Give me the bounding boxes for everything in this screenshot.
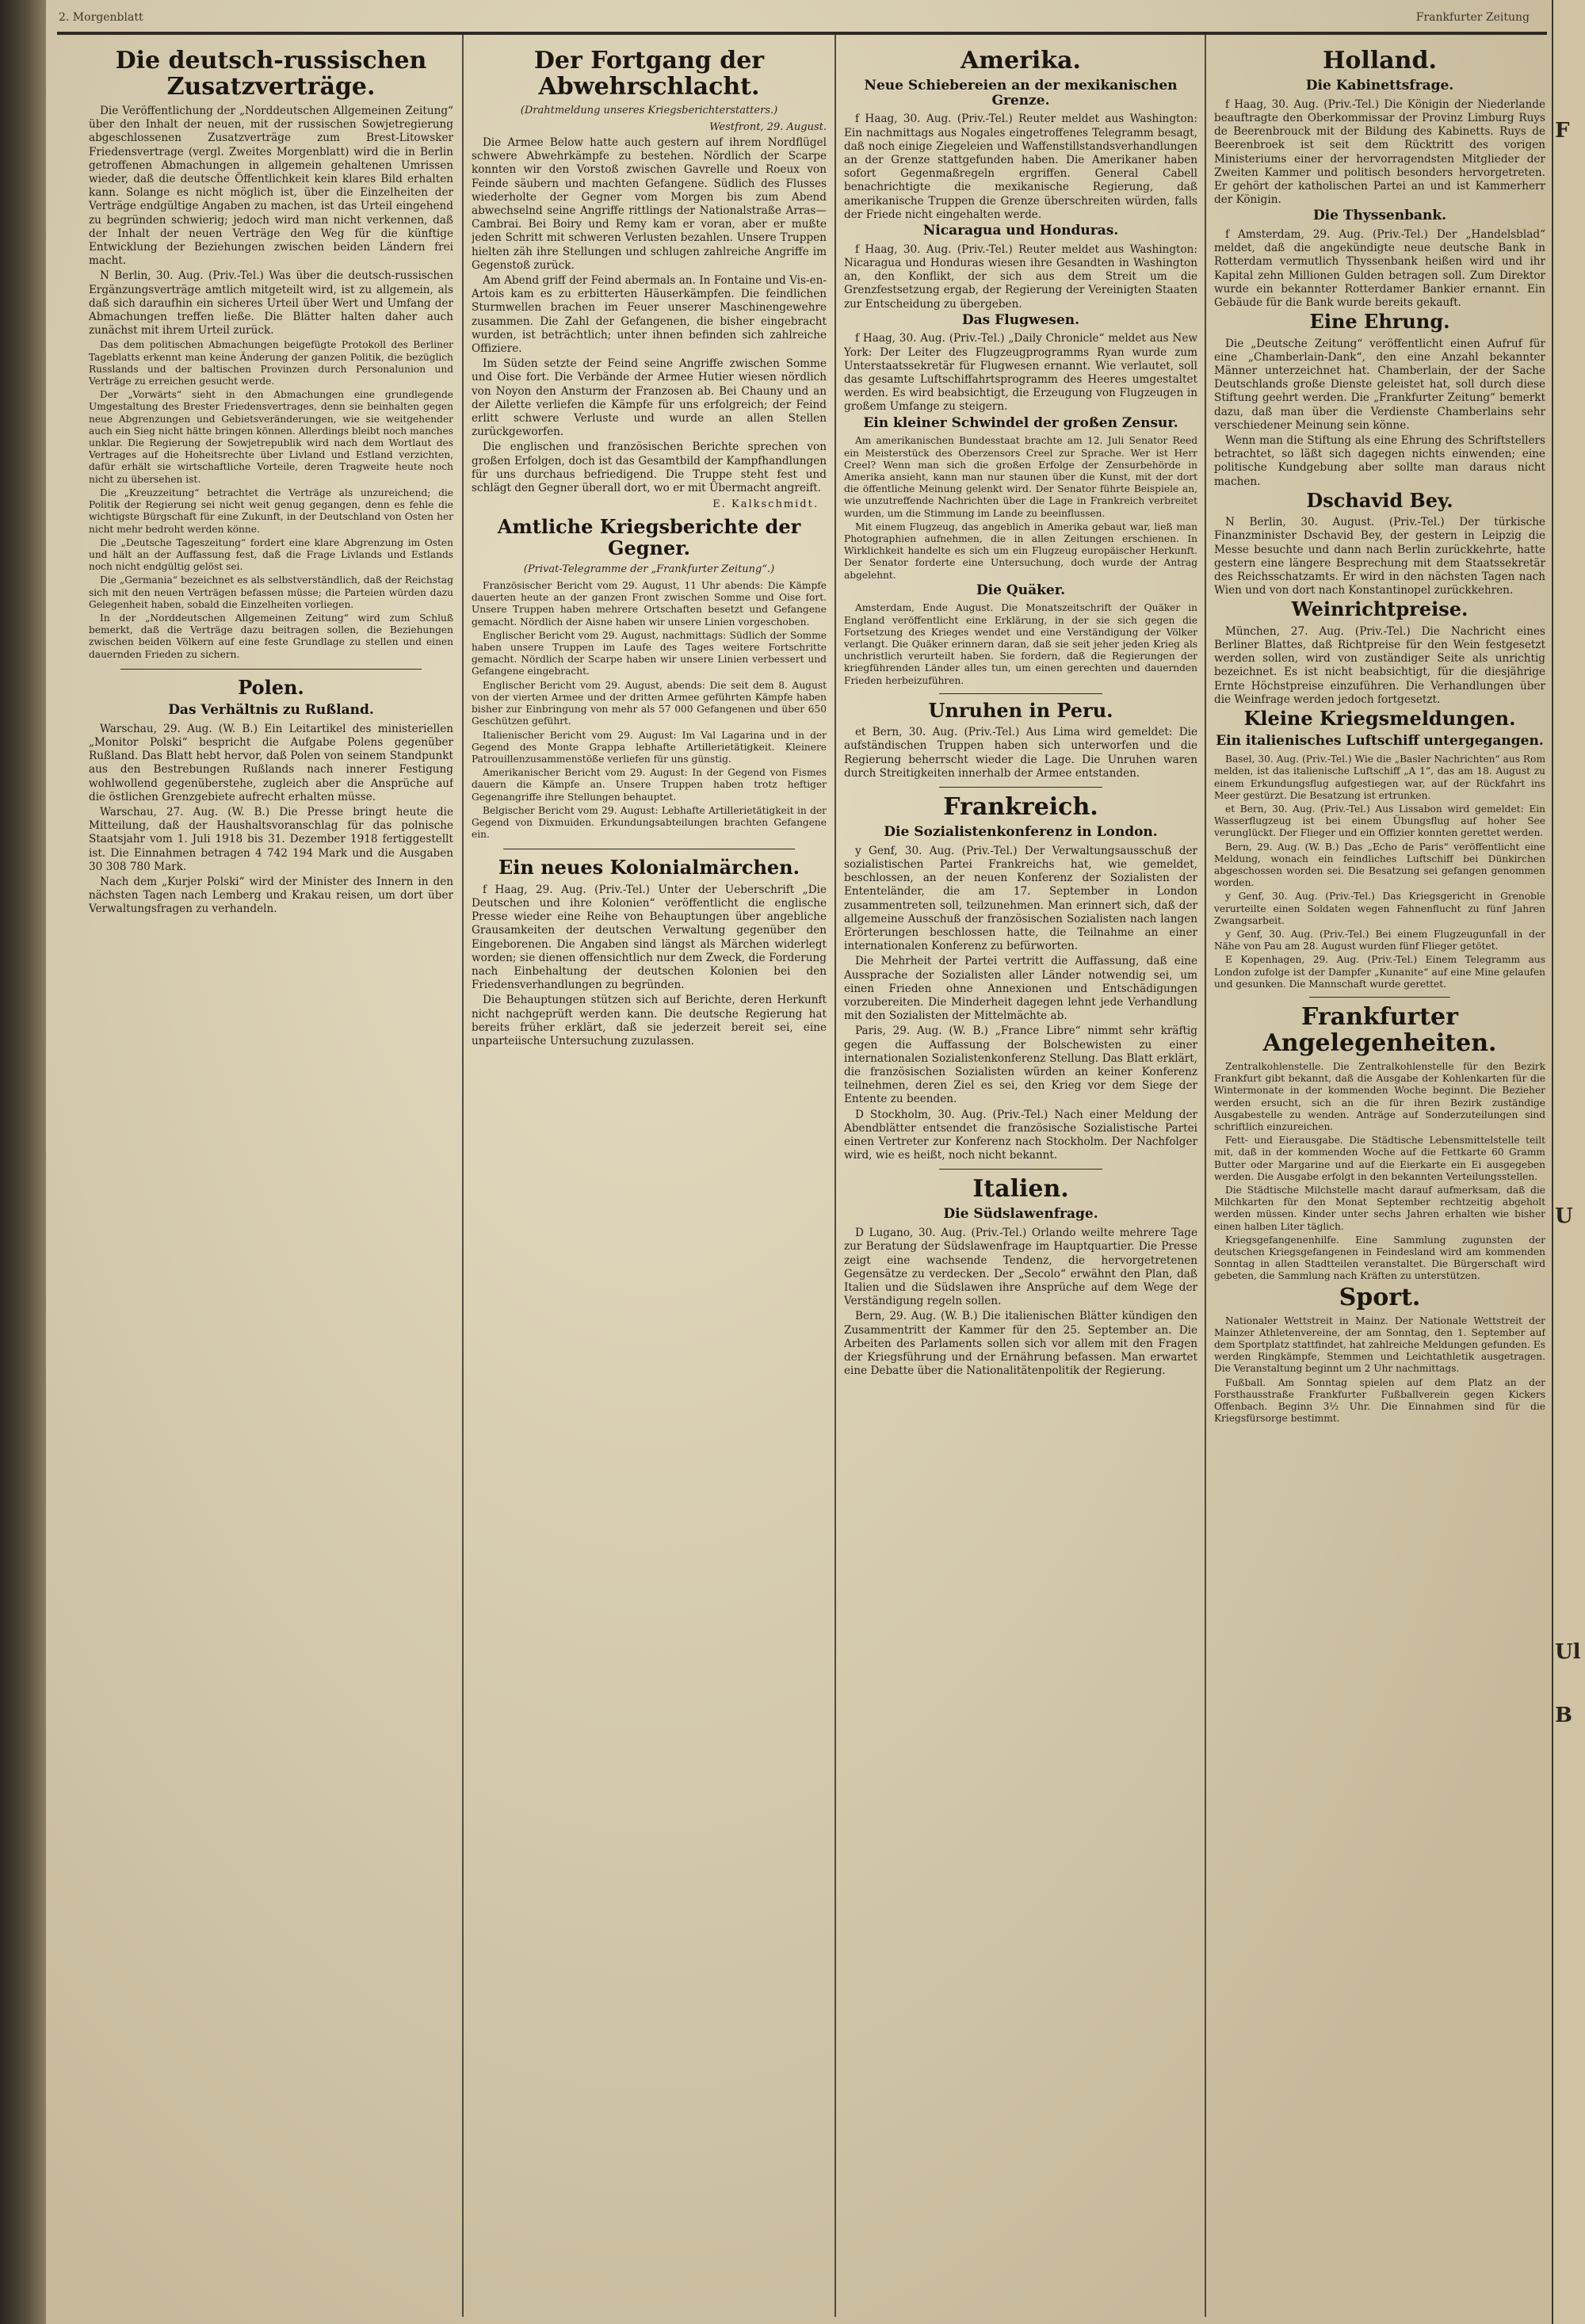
subhead-nicaragua: Nicaragua und Honduras. xyxy=(922,223,1119,239)
article-paragraph: Die Mehrheit der Partei vertritt die Auffassung, daß eine Aussprache der Sozialisten aller Länder notwendig sei, um einen Frieden ohne Annexionen und Entschädigungen vorzubereiten. Die Minderheit dagegen lehnt jede Verhandlung mit den Sozialisten der Mittelmächte ab. xyxy=(844,955,1197,1023)
subhead-thyssenbank: Die Thyssenbank. xyxy=(1312,208,1447,224)
article-paragraph: Fußball. Am Sonntag spielen auf dem Platz an der Forsthausstraße Frankfurter Fußballverein gegen Kickers Offenbach. Beginn 3½ Uhr. Die Einnahmen sind für die Kriegsfürsorge bestimmt. xyxy=(1214,1376,1545,1425)
section-divider xyxy=(939,693,1102,694)
subhead-censorship: Ein kleiner Schwindel der großen Zensur. xyxy=(863,414,1178,431)
column-4 xyxy=(1214,48,1545,2314)
adjacent-page-letter: Ul xyxy=(1555,1640,1581,1664)
headline-frankfurt-affairs: Frankfurter Angelegenheiten. xyxy=(1262,1003,1497,1057)
adjacent-page-letter: F xyxy=(1555,119,1570,143)
article-paragraph: D Lugano, 30. Aug. (Priv.-Tel.) Orlando weilte mehrere Tage zur Beratung der Südslawenfrage im Hauptquartier. Die Presse zeigt eine wachsende Tendenz, die hervorgetretenen Gegensätze zu verdecken. Der „Secolo“ erwähnt den Plan, daß Italien und die Südslawen ihre Ansprüche auf dem Wege der Verständigung regeln sollen. xyxy=(844,1227,1197,1308)
column-3 xyxy=(844,48,1197,2314)
article-paragraph: N Berlin, 30. August. (Priv.-Tel.) Der türkische Finanzminister Dschavid Bey, der gestern in Leipzig die Messe besuchte und dann nach Berlin zurückkehrte, hatte gestern eine längere Besprechung mit dem Staatssekretär des Reichsschatzamts. Er wird in den nächsten Tagen nach Wien und von dort nach Konstantinopel zurückkehren. xyxy=(1214,516,1545,597)
article-paragraph: Die Behauptungen stützen sich auf Berichte, deren Herkunft nicht nachgeprüft werden kann. Die deutsche Regierung hat bereits früher erklärt, daß sie jederzeit bereit sei, eine unparteiische Untersuchung zuzulassen. xyxy=(472,994,827,1048)
headline-enemy-reports: Amtliche Kriegsberichte der Gegner. xyxy=(497,515,801,559)
headline-america: Amerika. xyxy=(961,48,1081,74)
article-paragraph: Warschau, 29. Aug. (W. B.) Ein Leitartikel des ministeriellen „Monitor Polski“ bespricht die Aufgabe Polens gegenüber Rußland. Das Blatt hebt hervor, daß Polen von seinem Standpunkt aus den Bestrebungen Rußlands nach innerer Festigung wohlwollend gegenüberstehe, zugleich aber die Ansprüche auf die östlichen Grenzgebiete aufrecht erhalten müsse. xyxy=(89,722,453,803)
running-head-right: Frankfurter Zeitung xyxy=(1415,11,1530,24)
headline-war-notes: Kleine Kriegsmeldungen. xyxy=(1243,707,1516,731)
running-head-left: 2. Morgenblatt xyxy=(59,11,143,24)
article-paragraph: Die Veröffentlichung der „Norddeutschen Allgemeinen Zeitung“ über den Inhalt der neuen, mit der russischen Sowjetregierung abgeschlossenen Zusatzverträge zum Brest-Litowsker Friedensvertrage (vergl. Zweites Morgenblatt) wird die in Berlin getroffenen Abmachungen in allgemein gehaltenen Umrissen wieder, daß die deutsche Öffentlichkeit kein klares Bild erhalten kann. Solange es nicht möglich ist, über die Einzelheiten der Verträge endgültige Angaben zu machen, ist das Urteil eingehend zu begründen schwierig; jedoch wird man nicht verkennen, daß der Inhalt der neuen Verträge den Weg für die künftige Entwicklung der Beziehungen zwischen beiden Ländern frei macht. xyxy=(89,105,453,268)
subhead-socialists: Die Sozialistenkonferenz in London. xyxy=(884,824,1158,841)
headline-defensive-battle: Der Fortgang der Abwehrschlacht. xyxy=(533,48,765,101)
headline-sport: Sport. xyxy=(1339,1283,1421,1311)
section-divider xyxy=(939,787,1102,788)
headline-treaties: Die deutsch-russischen Zusatzverträge. xyxy=(115,48,427,101)
headline-honor: Eine Ehrung. xyxy=(1309,310,1450,334)
article-paragraph: Paris, 29. Aug. (W. B.) „France Libre“ nimmt sehr kräftig gegen die Auffassung der Bolschewisten zu einer internationalen Sozialistenkonferenz Stellung. Das Blatt erklärt, die französischen Sozialisten würden an keiner Konferenz teilnehmen, deren Ziel es sei, den Krieg vor dem Siege der Entente zu beenden. xyxy=(844,1025,1197,1106)
article-paragraph: Englischer Bericht vom 29. August, abends: Die seit dem 8. August von der vierten Armee und der dritten Armee geführten Kämpfe haben bisher zur Einbringung von mehr als 57 000 Gefangenen und über 650 Geschützen geführt. xyxy=(472,679,827,727)
article-paragraph: f Haag, 30. Aug. (Priv.-Tel.) Reuter meldet aus Washington: Nicaragua und Honduras wiesen ihre Gesandten in Washington an, den Konflikt, der sich aus dem Streit um die Grenzfestsetzung ergab, der Regierung der Vereinigten Staaten zur Entscheidung zu übergeben. xyxy=(844,242,1197,311)
article-paragraph: Italienischer Bericht vom 29. August: Im Val Lagarina und in der Gegend des Monte Grappa lebhafte Artillerietätigkeit. Kleinere Patrouillenzusammenstöße verliefen für uns günstig. xyxy=(472,729,827,765)
section-divider xyxy=(939,1169,1102,1170)
article-paragraph: Wenn man die Stiftung als eine Ehrung des Schriftstellers betrachtet, so läßt sich dagegen nichts einwenden; eine politische Kundgebung aber sollte man daraus nicht machen. xyxy=(1214,434,1545,488)
subhead-mexico: Neue Schiebereien an der mexikanischen Grenze. xyxy=(864,78,1178,109)
article-paragraph: y Genf, 30. Aug. (Priv.-Tel.) Bei einem Flugzeugunfall in der Nähe von Pau am 28. August wurden fünf Flieger getötet. xyxy=(1214,928,1545,952)
article-paragraph: In der „Norddeutschen Allgemeinen Zeitung“ wird zum Schluß bemerkt, daß die Verträge dazu beitragen sollen, die Beziehungen zwischen beiden Völkern auf eine feste Grundlage zu stellen und einen dauernden Frieden zu sichern. xyxy=(89,612,453,660)
subhead-southslav: Die Südslawenfrage. xyxy=(943,1206,1098,1223)
article-paragraph: E Kopenhagen, 29. Aug. (Priv.-Tel.) Einem Telegramm aus London zufolge ist der Dampfer „Kunanite“ auf eine Mine gelaufen und gesunken. Die Mannschaft wurde gerettet. xyxy=(1214,954,1545,990)
adjacent-page-letter: U xyxy=(1555,1204,1573,1228)
article-paragraph: Nach dem „Kurjer Polski“ wird der Minister des Innern in den nächsten Tagen nach Lemberg und Krakau reisen, um dort über Verwaltungsfragen zu verhandeln. xyxy=(89,876,453,916)
article-paragraph: et Bern, 30. Aug. (Priv.-Tel.) Aus Lima wird gemeldet: Die aufständischen Truppen haben sich unterworfen und die Regierung beherrscht wieder die Lage. Die Unruhen waren durch Streitigkeiten innerhalb der Armee entstanden. xyxy=(844,726,1197,780)
subhead-russia: Das Verhältnis zu Rußland. xyxy=(168,702,374,719)
subhead-aviation: Das Flugwesen. xyxy=(961,311,1080,328)
source-note: (Privat-Telegramme der „Frankfurter Zeitung“.) xyxy=(523,563,775,576)
book-binding xyxy=(0,0,46,2324)
headline-wine-prices: Weinrichtpreise. xyxy=(1291,597,1469,621)
article-paragraph: Die „Germania“ bezeichnet es als selbstverständlich, daß der Reichstag sich mit den neuen Verträgen befassen müsse; die Parteien würden dazu Gelegenheit haben, sobald die Einzelheiten vorliegen. xyxy=(89,574,453,610)
column-rule xyxy=(835,35,836,2317)
article-paragraph: Der „Vorwärts“ sieht in den Abmachungen eine grundlegende Umgestaltung des Brester Friedensvertrages, denn sie beinhalten gegen neue Abgrenzungen und Gebietsveränderungen, wie sie weitgehender auch ein Sieg nicht hätte bringen können. Allerdings bleibt noch manches unklar. Die Regierung der Sowjetrepublik wird nach dem Wortlaut des Vertrages auf die Hoheitsrechte über Livland und Estland verzichten, dafür erhält sie wirtschaftliche Vorteile, deren Tragweite heute noch nicht zu übersehen ist. xyxy=(89,389,453,485)
article-paragraph: f Haag, 30. Aug. (Priv.-Tel.) Reuter meldet aus Washington: Ein nachmittags aus Nogales eingetroffenes Telegramm besagt, daß noch einige Ziegeleien und Waffenstillstandsverhandlungen an der Grenze stattgefunden haben. Die Amerikaner haben sofort Gegenmaßregeln ergriffen. General Cabell benachrichtigte die mexikanische Regierung, daß amerikanische Truppen die Grenze überschreiten würden, falls der Friede nicht eingehalten werde. xyxy=(844,113,1197,221)
article-paragraph: Bern, 29. Aug. (W. B.) Das „Echo de Paris“ veröffentlicht eine Meldung, wonach ein feindliches Luftschiff bei Dünkirchen abgeschossen worden sei. Die Besatzung sei gefangen genommen worden. xyxy=(1214,841,1545,889)
article-paragraph: Die „Deutsche Zeitung“ veröffentlicht einen Aufruf für eine „Chamberlain-Dank“, den eine Anzahl bekannter Männer unterzeichnet hat. Chamberlain, der der Sache Deutschlands große Dienste geleistet hat, soll durch diese Stiftung geehrt werden. Die „Frankfurter Zeitung“ bemerkt dazu, daß man über die Verdienste Chamberlains sehr verschiedener Meinung sein könne. xyxy=(1214,337,1545,432)
article-paragraph: München, 27. Aug. (Priv.-Tel.) Die Nachricht eines Berliner Blattes, daß Richtpreise für den Wein festgesetzt werden sollen, wird von zuständiger Seite als unrichtig bezeichnet. Es ist nicht beabsichtigt, für die diesjährige Ernte Höchstpreise einzuführen. Die Verhandlungen über die Weinfrage werden jedoch fortgesetzt. xyxy=(1214,624,1545,706)
section-divider xyxy=(1309,997,1450,998)
subhead-quakers: Die Quäker. xyxy=(976,582,1066,598)
article-paragraph: Fett- und Eierausgabe. Die Städtische Lebensmittelstelle teilt mit, daß in der kommenden Woche auf die Fettkarte 60 Gramm Butter oder Margarine und auf die Eierkarte ein Ei ausgegeben werden. Die Ausgabe erfolgt in den bekannten Verteilungsstellen. xyxy=(1214,1135,1545,1182)
top-rule xyxy=(57,32,1547,35)
article-paragraph: D Stockholm, 30. Aug. (Priv.-Tel.) Nach einer Meldung der Abendblätter entsendet die französische Sozialistische Partei einen Vertreter zur Konferenz nach Stockholm. Der Nachfolger wird, wie es heißt, noch nicht bekannt. xyxy=(844,1108,1197,1162)
article-paragraph: Warschau, 27. Aug. (W. B.) Die Presse bringt heute die Mitteilung, daß der Haushaltsvoranschlag für das polnische Staatsjahr vom 1. Juli 1918 bis 31. Dezember 1918 fertiggestellt ist. Die Einnahmen betragen 4 742 194 Mark und die Ausgaben 30 308 780 Mark. xyxy=(89,806,453,873)
article-paragraph: Am Abend griff der Feind abermals an. In Fontaine und Vis-en-Artois kam es zu erbitterten Häuserkämpfen. Die feindlichen Sturmwellen brachen im Feuer unserer Maschinengewehre zusammen. Die Zahl der Gefangenen, die bisher eingebracht wurden, ist beträchtlich; unter ihnen befinden sich zahlreiche Offiziere. xyxy=(472,274,827,356)
running-head xyxy=(55,6,1537,30)
article-paragraph: f Amsterdam, 29. Aug. (Priv.-Tel.) Der „Handelsblad“ meldet, daß die angekündigte neue deutsche Bank in Rotterdam vermutlich Thyssenbank heißen wird und ihr Kapital zehn Millionen Gulden betragen soll. Zum Direktor wurde ein bekannter Rotterdamer Bankier ernannt. Ein Gebäude für die Bank wurde bereits gekauft. xyxy=(1214,228,1545,310)
headline-colonial: Ein neues Kolonialmärchen. xyxy=(498,856,800,880)
article-paragraph: Bern, 29. Aug. (W. B.) Die italienischen Blätter kündigen den Zusammentritt der Kammer für den 25. September an. Die Arbeiten des Parlaments sollen sich vor allem mit den Fragen der Kriegsführung und der Ernährung befassen. Man erwartet eine Debatte über die Nationalitätenpolitik der Regierung. xyxy=(844,1310,1197,1378)
article-paragraph: Mit einem Flugzeug, das angeblich in Amerika gebaut war, ließ man Photographien aufnehmen, die in allen Zeitungen erschienen. In Wirklichkeit handelte es sich um ein Flugzeug europäischer Herkunft. Der Senator forderte eine Untersuchung, doch wurde der Antrag abgelehnt. xyxy=(844,521,1197,581)
article-paragraph: Die Städtische Milchstelle macht darauf aufmerksam, daß die Milchkarten für den Monat September rechtzeitig abgeholt werden müssen. Kinder unter sechs Jahren erhalten wie bisher einen halben Liter täglich. xyxy=(1214,1185,1545,1232)
article-paragraph: y Genf, 30. Aug. (Priv.-Tel.) Der Verwaltungsausschuß der sozialistischen Partei Frankreichs hat, wie gemeldet, beschlossen, an der neuen Konferenz der Sozialisten der Ententeländer, die am 17. September in London zusammentreten soll, teilzunehmen. Man erinnert sich, daß der allgemeine Ausschuß der französischen Sozialisten nach langen Erörterungen beschlossen hatte, die Teilnahme an einer internationalen Konferenz zu befürworten. xyxy=(844,844,1197,953)
article-paragraph: Die englischen und französischen Berichte sprechen von großen Erfolgen, doch ist das Gesamtbild der Kampfhandlungen für uns durchaus befriedigend. Die Truppe steht fest und schlägt den Gegner überall dort, wo er mit Übermacht angreift. xyxy=(472,441,827,495)
adjacent-page-edge xyxy=(1552,0,1585,2324)
column-1 xyxy=(89,48,453,2314)
author-signature: E. Kalkschmidt. xyxy=(712,498,819,511)
adjacent-page-letter: B xyxy=(1555,1704,1572,1727)
article-paragraph: Die „Deutsche Tageszeitung“ fordert eine klare Abgrenzung im Osten und hält an der Auffassung fest, daß die Frage Livlands und Estlands noch nicht endgültig gelöst sei. xyxy=(89,536,453,573)
article-paragraph: y Genf, 30. Aug. (Priv.-Tel.) Das Kriegsgericht in Grenoble verurteilte einen Soldaten wegen Fahnenflucht zu fünf Jahren Zwangsarbeit. xyxy=(1214,891,1545,926)
article-paragraph: Kriegsgefangenenhilfe. Eine Sammlung zugunsten der deutschen Kriegsgefangenen in Feindesland wird am kommenden Sonntag in allen Stadtteilen veranstaltet. Die Bürgerschaft wird gebeten, die Sammlung nach Kräften zu unterstützen. xyxy=(1214,1234,1545,1282)
subhead-airship: Ein italienisches Luftschiff untergegangen. xyxy=(1216,733,1544,750)
source-note: (Drahtmeldung unseres Kriegsberichterstatters.) xyxy=(520,105,778,116)
article-paragraph: Zentralkohlenstelle. Die Zentralkohlenstelle für den Bezirk Frankfurt gibt bekannt, daß die Ausgabe der Kohlenkarten für die Wintermonate in der kommenden Woche beginnt. Die Bezieher werden ersucht, sich an die für ihren Bezirk zuständige Ausgabestelle zu wenden. Anträge auf Sonderzuteilungen sind schriftlich einzureichen. xyxy=(1214,1061,1545,1133)
article-paragraph: Französischer Bericht vom 29. August, 11 Uhr abends: Die Kämpfe dauerten heute an der ganzen Front zwischen Somme und Oise fort. Unsere Truppen haben mehrere Ortschaften besetzt und Gefangene gemacht. Nördlich der Aisne haben wir unsere Linien vorgeschoben. xyxy=(472,580,827,628)
column-rule xyxy=(1205,35,1206,2317)
article-paragraph: N Berlin, 30. Aug. (Priv.-Tel.) Was über die deutsch-russischen Ergänzungsverträge amtlich mitgeteilt wird, ist zu allgemein, als daß sich daraufhin ein sicheres Urteil über Wert und Umfang der Abmachungen treffen ließe. Die Blätter halten daher auch zunächst mit ihrem Urteil zurück. xyxy=(89,269,453,338)
column-2 xyxy=(472,48,827,2314)
headline-italy: Italien. xyxy=(972,1175,1069,1204)
section-divider xyxy=(120,669,422,670)
article-paragraph: Amsterdam, Ende August. Die Monatszeitschrift der Quäker in England veröffentlicht eine Erklärung, in der sie sich gegen die Fortsetzung des Krieges wendet und eine Verständigung der Völker verlangt. Die Quäker erinnern daran, daß sie seit jeher jeden Krieg als unchristlich verurteilt haben. Sie fordern, daß die Regierungen der kriegführenden Länder alles tun, um einen gerechten und dauernden Frieden herbeizuführen. xyxy=(844,602,1197,686)
article-paragraph: f Haag, 30. Aug. (Priv.-Tel.) „Daily Chronicle“ meldet aus New York: Der Leiter des Flugzeugprogramms Ryan wurde zum Unterstaatssekretär für Flugwesen ernannt. Wie verlautet, soll das gesamte Luftschiffahrtsprogramm des Heeres umgestaltet werden. Es wird beabsichtigt, die Erzeugung von Flugzeugen in großem Umfange zu steigern. xyxy=(844,332,1197,414)
article-paragraph: et Bern, 30. Aug. (Priv.-Tel.) Aus Lissabon wird gemeldet: Ein Wasserflugzeug ist bei einem Übungsflug auf hoher See verunglückt. Der Flieger und ein Offizier konnten gerettet werden. xyxy=(1214,803,1545,839)
article-paragraph: Basel, 30. Aug. (Priv.-Tel.) Wie die „Basler Nachrichten“ aus Rom melden, ist das italienische Luftschiff „A 1“, das am 18. August zu einem Erkundungsflug aufgestiegen war, auf der Rückfahrt ins Meer gestürzt. Die Besatzung ist ertrunken. xyxy=(1214,754,1545,801)
headline-poland: Polen. xyxy=(238,675,304,699)
article-paragraph: Nationaler Wettstreit in Mainz. Der Nationale Wettstreit der Mainzer Athletenvereine, der am Sonntag, den 1. September auf dem Sportplatz stattfindet, hat zahlreiche Meldungen gefunden. Es werden Ringkämpfe, Stemmen und Leichtathletik ausgetragen. Die Veranstaltung beginnt um 2 Uhr nachmittags. xyxy=(1214,1315,1545,1375)
article-paragraph: Belgischer Bericht vom 29. August: Lebhafte Artillerietätigkeit in der Gegend von Dixmuiden. Erkundungsabteilungen brachten Gefangene ein. xyxy=(472,804,827,841)
column-rule xyxy=(462,35,464,2317)
dateline: Westfront, 29. August. xyxy=(709,121,827,133)
article-paragraph: Englischer Bericht vom 29. August, nachmittags: Südlich der Somme haben unsere Truppen im Laufe des Tages weitere Fortschritte gemacht. Nördlich der Scarpe haben wir unsere Linien verbessert und Gefangene eingebracht. xyxy=(472,629,827,677)
article-paragraph: f Haag, 30. Aug. (Priv.-Tel.) Die Königin der Niederlande beauftragte den Oberkommissar der Provinz Limburg Ruys de Beerenbrouck mit der Bildung des Kabinetts. Ruys de Beerenbroek ist seit dem Rücktritt des vorigen Ministeriums einer der hervorragendsten Mitglieder der Zweiten Kammer und politisch besonders hervorgetreten. Er gehört der katholischen Partei an und ist Kammerherr der Königin. xyxy=(1214,97,1545,207)
article-paragraph: Am amerikanischen Bundesstaat brachte am 12. Juli Senator Reed ein Meisterstück des Oberzensors Creel zur Sprache. Wer ist Herr Creel? Wenn man sich die großen Erfolge der Zensurbehörde in Amerika ansieht, kann man nur staunen über die Kunst, mit der dort die öffentliche Meinung gelenkt wird. Der Senator führte Beispiele an, wie unzutreffende Nachrichten über die Lage in Frankreich verbreitet wurden, um die Stimmung im Lande zu beeinflussen. xyxy=(844,435,1197,519)
headline-holland: Holland. xyxy=(1323,48,1437,74)
headline-djavid-bey: Dschavid Bey. xyxy=(1306,488,1453,512)
headline-france: Frankreich. xyxy=(943,793,1098,822)
article-paragraph: Die „Kreuzzeitung“ betrachtet die Verträge als unzureichend; die Politik der Regierung sei nicht weit genug gegangen, denn es fehle die wichtigste Bürgschaft für eine Zukunft, in der Deutschland von Osten her nicht mehr bedroht werden könne. xyxy=(89,487,453,535)
subhead-cabinet: Die Kabinettsfrage. xyxy=(1305,78,1454,93)
article-paragraph: Die Armee Below hatte auch gestern auf ihrem Nordflügel schwere Abwehrkämpfe zu bestehen. Nördlich der Scarpe konnten wir den Vorstoß zwischen Gavrelle und Roeux von Feinde säubern und machten Gefangene. Südlich des Flusses wiederholte der Gegner vom Morgen bis zum Abend abwechselnd seine Angriffe rittlings der Nationalstraße Arras—Cambrai. Bei Boiry und Remy kam er voran, aber er mußte jeden Schritt mit schweren Verlusten bezahlen. Unsere Truppen hielten zäh ihre Stellungen und schlugen zahlreiche Angriffe im Gegenstoß zurück. xyxy=(472,136,827,272)
article-paragraph: Das dem politischen Abmachungen beigefügte Protokoll des Berliner Tageblatts erkennt man keine Änderung der ganzen Politik, die bezüglich Russlands und der baltischen Provinzen durch Personalunion und Verträge zu erreichen gesucht werde. xyxy=(89,339,453,387)
article-paragraph: Amerikanischer Bericht vom 29. August: In der Gegend von Fismes dauern die Kämpfe an. Unsere Truppen haben trotz heftiger Gegenangriffe ihre Stellungen behauptet. xyxy=(472,767,827,803)
article-paragraph: f Haag, 29. Aug. (Priv.-Tel.) Unter der Ueberschrift „Die Deutschen und ihre Kolonien“ veröffentlicht die englische Presse wieder eine Reihe von Behauptungen über angebliche Grausamkeiten der deutschen Verwaltung gegenüber den Eingeborenen. Die Angaben sind längst als Märchen widerlegt worden; sie dienen offensichtlich nur dem Zweck, die Forderung nach Einbehaltung der deutschen Kolonien bei den Friedensverhandlungen zu begründen. xyxy=(472,883,827,992)
headline-peru: Unruhen in Peru. xyxy=(928,698,1113,722)
article-paragraph: Im Süden setzte der Feind seine Angriffe zwischen Somme und Oise fort. Die Verbände der Armee Hutier wiesen nördlich von Noyon den Ansturm der Franzosen ab. Bei Chauny und an der Ailette verliefen die Kämpfe für uns erfolgreich; der Feind erlitt schwere Verluste und wurde an allen Stellen zurückgeworfen. xyxy=(472,357,827,439)
